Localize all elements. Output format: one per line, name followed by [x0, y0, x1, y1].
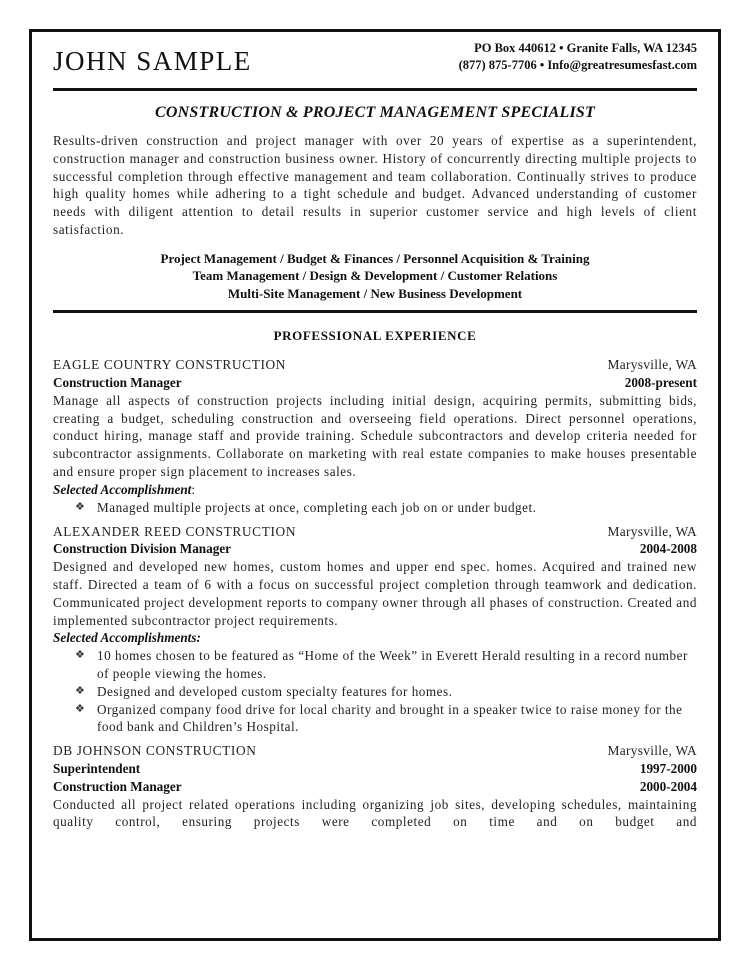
core-skills	[53, 250, 697, 303]
list-item	[75, 499, 697, 517]
job-title: Superintendent	[53, 761, 141, 777]
diamond-bullet-icon: ❖	[75, 500, 86, 513]
accomplishment-text: Designed and developed custom specialty features for homes.	[97, 683, 453, 699]
header-divider	[53, 88, 697, 91]
job-title: Construction Manager	[53, 375, 182, 391]
job-description: Conducted all project related operations including organizing job sites, developing schedules, maintaining quality control, ensuring projects were completed on time and on budget and	[53, 796, 697, 830]
phone-email: (877) 875-7706 • Info@greatresumesfast.com	[458, 58, 697, 72]
diamond-bullet-icon: ❖	[75, 649, 86, 662]
accomplishment-text: Organized company food drive for local charity and brought in a speaker twice to raise money for the food bank and Children’s Hospital.	[97, 701, 683, 735]
accomplishments-list	[53, 499, 697, 517]
job-title: Construction Division Manager	[53, 541, 232, 557]
section-divider	[53, 310, 697, 313]
list-item	[75, 647, 697, 683]
job-dates: 2004-2008	[639, 541, 697, 557]
company-name: ALEXANDER REED CONSTRUCTION	[53, 523, 297, 539]
company-row	[53, 356, 697, 374]
role-row	[53, 374, 697, 392]
skills-line: Project Management / Budget & Finances / Personnel Acquisition & Training	[160, 250, 590, 266]
job-entry	[53, 356, 697, 516]
experience-section-title: PROFESSIONAL EXPERIENCE	[273, 328, 477, 344]
diamond-bullet-icon: ❖	[75, 702, 86, 715]
diamond-bullet-icon: ❖	[75, 684, 86, 697]
resume-header	[53, 40, 697, 86]
list-item	[75, 683, 697, 701]
job-description: Manage all aspects of construction projects including initial design, acquiring permits, submitting bids, creating a budget, scheduling construction and overseeing field operations. Direct personnel operations, conduct hiring, manage staff and provide training. Schedule subcontractors and develop criteria needed for subcontractor assignments. Collaborate on marketing with real estate companies to make houses presentable and ensure proper sign placement to increases sales.	[53, 392, 697, 480]
accomplishments-heading	[53, 481, 697, 499]
company-name: DB JOHNSON CONSTRUCTION	[53, 743, 257, 759]
skills-line: Multi-Site Management / New Business Development	[227, 285, 523, 301]
contact-info	[459, 40, 697, 74]
company-name: EAGLE COUNTRY CONSTRUCTION	[53, 357, 287, 373]
role-row	[53, 540, 697, 558]
accomplishments-list	[53, 647, 697, 736]
job-entry	[53, 523, 697, 737]
candidate-name: JOHN SAMPLE	[53, 46, 252, 76]
role-row	[53, 760, 697, 778]
accomplishments-label: Selected Accomplishment	[53, 481, 192, 497]
address: PO Box 440612 • Granite Falls, WA 12345	[474, 41, 697, 55]
job-entry	[53, 742, 697, 831]
job-location: Marysville, WA	[607, 743, 697, 759]
job-location: Marysville, WA	[607, 523, 697, 539]
professional-headline: CONSTRUCTION & PROJECT MANAGEMENT SPECIALIST	[155, 104, 595, 121]
job-location: Marysville, WA	[607, 357, 697, 373]
summary-paragraph: Results-driven construction and project manager with over 20 years of expertise as a superintendent, construction manager and construction business owner. History of concurrently directing multiple projects to successful completion through effective management and team collaboration. Continually strives to produce high quality homes while adhering to a tight schedule and budget. Advanced understanding of customer needs with diligent attention to detail results in superior customer service and high levels of client satisfaction.	[53, 133, 697, 237]
role-row	[53, 778, 697, 796]
resume-content	[53, 40, 697, 837]
skills-line: Team Management / Design & Development / Customer Relations	[192, 268, 558, 284]
job-dates: 2008-present	[624, 375, 697, 391]
accomplishments-label: Selected Accomplishments:	[53, 630, 201, 646]
job-description: Designed and developed new homes, custom homes and upper end spec. homes. Acquired and trained new staff. Directed a team of 6 with a focus on successful project completion through teamwork and dedication. Communicated project development reports to company owner through all phases of construction. Created and implemented subcontractor project requirements.	[53, 559, 697, 628]
accomplishment-text: Managed multiple projects at once, completing each job on or under budget.	[97, 499, 537, 515]
job-dates: 1997-2000	[639, 761, 697, 777]
company-row	[53, 523, 697, 541]
job-dates: 2000-2004	[639, 778, 697, 794]
company-row	[53, 742, 697, 760]
accomplishment-text: 10 homes chosen to be featured as “Home of the Week” in Everett Herald resulting in a record number of people viewing the homes.	[97, 648, 688, 682]
accomplishments-colon: :	[191, 481, 196, 497]
list-item	[75, 701, 697, 737]
job-title: Construction Manager	[53, 778, 182, 794]
